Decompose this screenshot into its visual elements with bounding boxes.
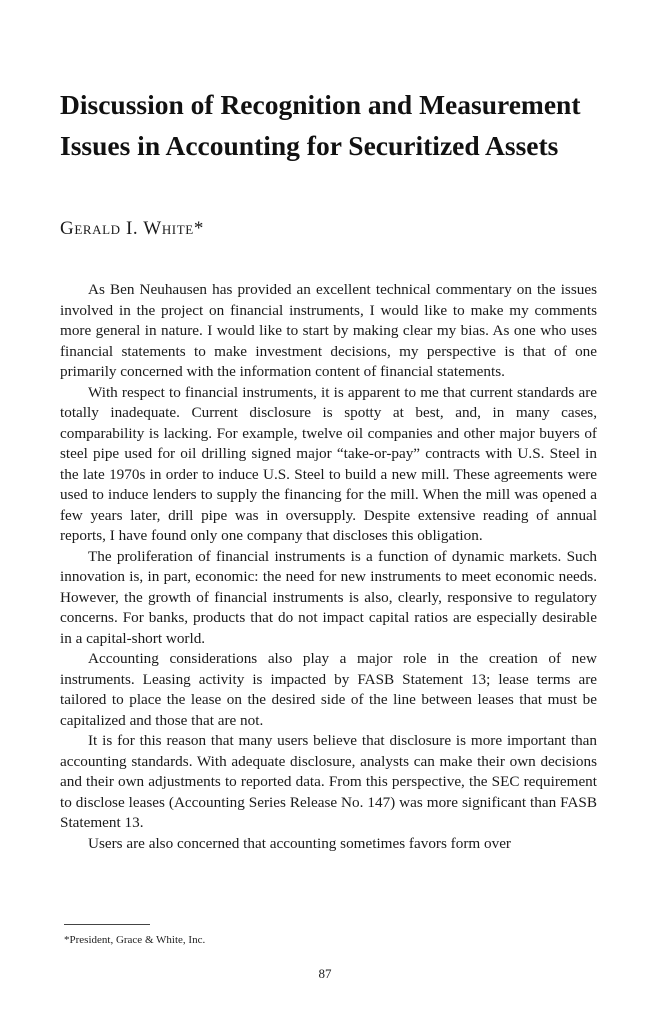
body-paragraph: With respect to financial instruments, it is apparent to me that current standards are totally inadequate. Current disclosure is spotty at best, and, in many cases, comparability is lacking. For example, twelve oil companies and other major buyers of steel pipe used for oil drilling signed major “take-or-pay” contracts with U.S. Steel in the late 1970s in order to induce U.S. Steel to build a new mill. These agreements were used to induce lenders to supply the financing for the mill. When the mill was opened a few years later, drill pipe was in oversupply. Despite extensive reading of annual reports, I have found only one company that discloses this obligation. xyxy=(60,383,597,544)
author-name: Gerald I. White* xyxy=(60,218,204,239)
footnote-rule xyxy=(64,924,150,925)
body-paragraph: As Ben Neuhausen has provided an excellent technical commentary on the issues involved in the project on financial instruments, I would like to make my comments more general in nature. I would like to start by making clear my bias. As one who uses financial statements to make investment decisions, my perspective is that of one primarily concerned with the information content of financial statements. xyxy=(60,281,597,380)
article-body xyxy=(60,280,597,854)
footnote: *President, Grace & White, Inc. xyxy=(64,934,206,946)
body-paragraph: Accounting considerations also play a major role in the creation of new instruments. Leasing activity is impacted by FASB Statement 13; lease terms are tailored to place the lease on the desired side of the line between leases that must be capitalized and those that are not. xyxy=(60,650,597,729)
body-paragraph: Users are also concerned that accounting sometimes favors form over xyxy=(88,834,511,852)
page-number: 87 xyxy=(318,966,332,981)
body-paragraph: The proliferation of financial instruments is a function of dynamic markets. Such innovation is, in part, economic: the need for new instruments to meet economic needs. However, the growth of financial instruments is also, clearly, responsive to regulatory concerns. For banks, products that do not impact capital ratios are especially desirable in a capital-short world. xyxy=(60,547,597,647)
article-title: Discussion of Recognition and Measurement Issues in Accounting for Securitized Assets xyxy=(60,89,581,161)
body-paragraph: It is for this reason that many users believe that disclosure is more important than accounting standards. With adequate disclosure, analysts can make their own decisions and their own adjustments to reported data. From this perspective, the SEC requirement to disclose leases (Accounting Series Release No. 147) was more significant than FASB Statement 13. xyxy=(60,732,597,831)
